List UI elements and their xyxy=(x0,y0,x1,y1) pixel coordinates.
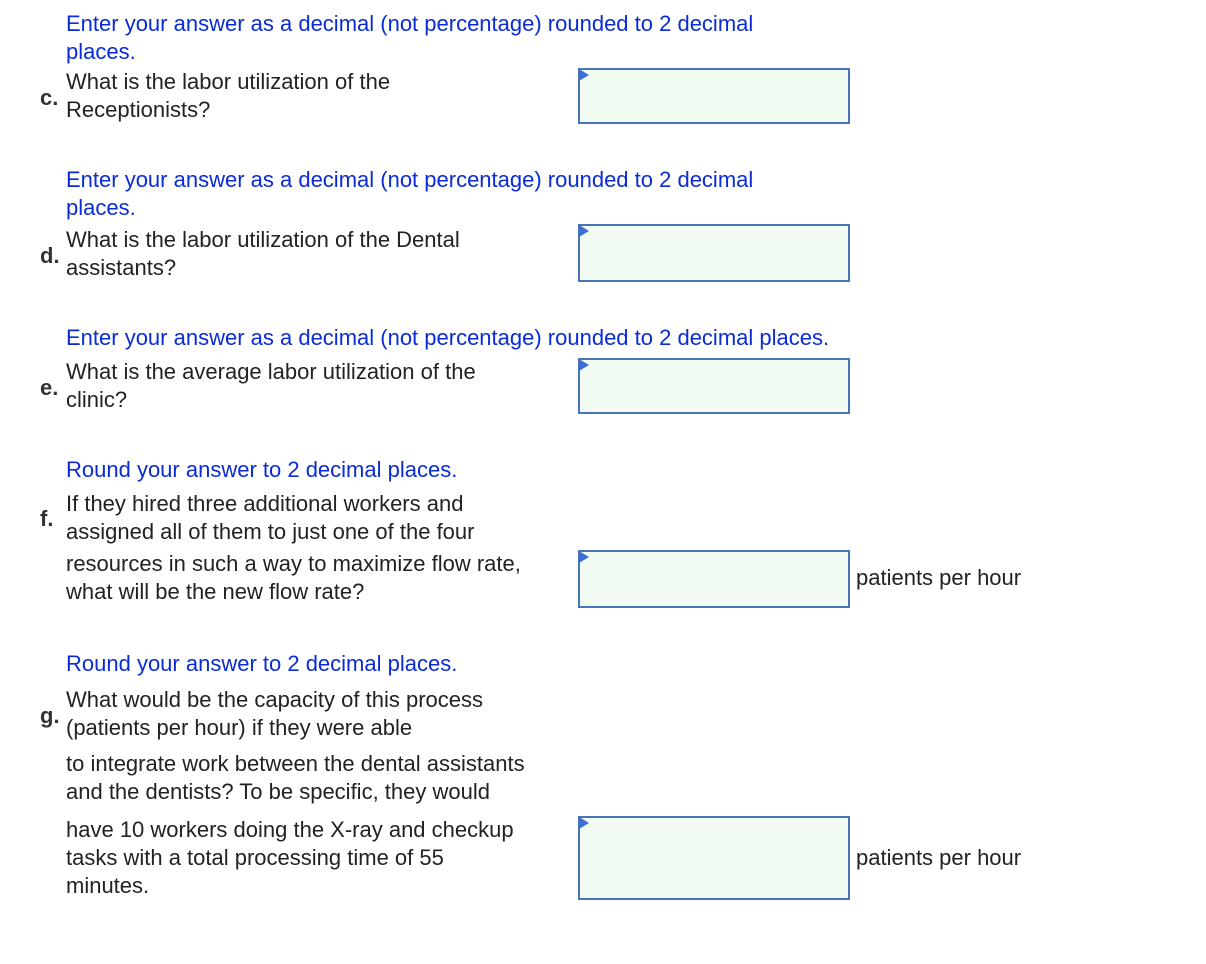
answer-box-c[interactable] xyxy=(578,68,850,124)
hint-line: Enter your answer as a decimal (not percentage) rounded to 2 decimal xyxy=(66,167,754,192)
unit-label: patients per hour xyxy=(856,565,1022,590)
question-text-line: What would be the capacity of this process xyxy=(66,687,483,712)
answer-box-f[interactable] xyxy=(578,550,850,608)
hint-line: Enter your answer as a decimal (not percentage) rounded to 2 decimal xyxy=(66,11,754,36)
question-text-line: assigned all of them to just one of the four xyxy=(66,519,475,544)
answer-input-c[interactable] xyxy=(580,70,848,122)
question-text-line: tasks with a total processing time of 55 xyxy=(66,845,444,870)
question-text-line: what will be the new flow rate? xyxy=(66,579,365,604)
question-text-line: to integrate work between the dental assistants xyxy=(66,751,525,776)
question-text-line: What is the average labor utilization of the xyxy=(66,359,476,384)
question-text-line: What is the labor utilization of the Dental xyxy=(66,227,460,252)
question-text-line: have 10 workers doing the X-ray and checkup xyxy=(66,817,514,842)
answer-box-g[interactable] xyxy=(578,816,850,900)
answer-box-e[interactable] xyxy=(578,358,850,414)
question-text-line: Receptionists? xyxy=(66,97,211,122)
question-letter: d. xyxy=(40,243,60,268)
hint-line: Round your answer to 2 decimal places. xyxy=(66,457,458,482)
answer-box-d[interactable] xyxy=(578,224,850,282)
question-text-line: What is the labor utilization of the xyxy=(66,69,391,94)
question-text-line: (patients per hour) if they were able xyxy=(66,715,413,740)
answer-input-g[interactable] xyxy=(580,818,848,898)
hint-line: places. xyxy=(66,39,136,64)
hint-line: places. xyxy=(66,195,136,220)
question-text-line: clinic? xyxy=(66,387,128,412)
question-text-line: and the dentists? To be specific, they would xyxy=(66,779,490,804)
answer-input-f[interactable] xyxy=(580,552,848,606)
question-text-line: assistants? xyxy=(66,255,177,280)
question-letter: c. xyxy=(40,85,59,110)
question-text-line: If they hired three additional workers and xyxy=(66,491,464,516)
question-letter: f. xyxy=(40,506,54,531)
unit-label: patients per hour xyxy=(856,845,1022,870)
question-text-line: minutes. xyxy=(66,873,150,898)
hint-line: Enter your answer as a decimal (not percentage) rounded to 2 decimal places. xyxy=(66,325,830,350)
question-letter: g. xyxy=(40,703,60,728)
answer-input-e[interactable] xyxy=(580,360,848,412)
answer-input-d[interactable] xyxy=(580,226,848,280)
question-letter: e. xyxy=(40,375,59,400)
hint-line: Round your answer to 2 decimal places. xyxy=(66,651,458,676)
question-text-line: resources in such a way to maximize flow rate, xyxy=(66,551,521,576)
